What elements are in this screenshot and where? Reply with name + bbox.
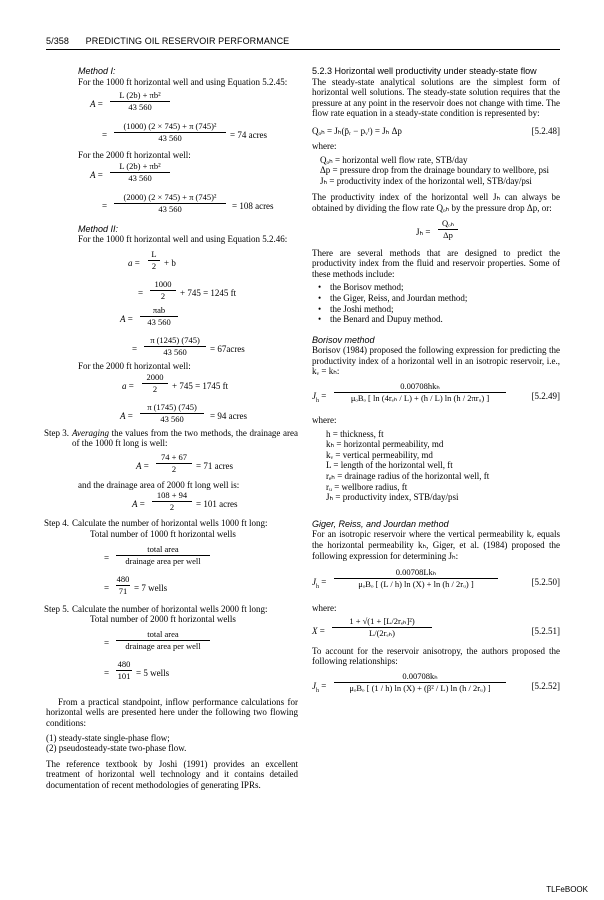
list-item: • the Benard and Dupuy method. — [318, 314, 560, 325]
definition: Jₕ = productivity index, STB/day/psi — [326, 492, 459, 503]
eq-result: = 71 acres — [196, 460, 234, 471]
step-3-text: the values from the two methods, the drainage area of the 1000 ft long is well: — [72, 427, 298, 449]
list-item: • the Giger, Reiss, and Jourdan method; — [318, 293, 560, 304]
eq-den: μₒBₒ [ ln (4rₑₕ / L) + (h / L) ln (h / 2πrᵤ) ] — [334, 392, 506, 404]
eq-num: π (1245) (745) — [150, 334, 200, 345]
eq-num: 108 + 94 — [156, 490, 188, 501]
anisotropy-paragraph: To account for the reservoir anisotropy, the authors proposed the following relationships: — [312, 645, 560, 667]
definition: Qₒₕ = horizontal well flow rate, STB/day — [320, 154, 468, 165]
eq-result: = 101 acres — [196, 499, 238, 510]
eq-result: = 94 acres — [210, 410, 248, 421]
eq-num: 480 — [117, 658, 131, 669]
eq-num: 480 — [116, 573, 130, 584]
eq-num: πab — [152, 304, 166, 315]
step-label: Step 4. — [44, 518, 70, 529]
step-3-emphasis: Averaging — [72, 427, 109, 438]
equation-5-2-51: X = 1 + √(1 + [L/2rₑₕ]²) L/(2rₑₕ) [5.2.51] — [312, 615, 560, 638]
eq-den: μₒBₒ [ (1 / h) ln (X) + (β² / L) ln (h / 2rᵤ) ] — [334, 682, 506, 694]
method-2-intro: For the 1000 ft horizontal well and using Equation 5.2.46: — [78, 234, 288, 245]
eq-num: 0.00708hkₕ — [400, 381, 440, 392]
section-title: 5.2.3 Horizontal well productivity under steady-state flow — [312, 66, 537, 76]
equation-wells-1000: = total area drainage area per well — [104, 544, 298, 570]
eq-num: total area — [147, 628, 179, 639]
eq-body: Qₒₕ = Jₕ(p̄ᵣ − pᵥᶠ) = Jₕ Δp — [312, 125, 402, 136]
running-title: PREDICTING OIL RESERVOIR PERFORMANCE — [85, 36, 290, 46]
eq-tail: + 745 = 1245 ft — [180, 287, 237, 298]
list-item: • the Joshi method; — [318, 304, 560, 315]
eq-den: drainage area per well — [116, 555, 210, 567]
eq-num: (2000) (2 × 745) + π (745)² — [123, 191, 217, 202]
condition-1: (1) steady-state single-phase flow; — [46, 732, 170, 743]
eq-tail: + b — [164, 257, 176, 268]
eq-den: 43 560 — [110, 172, 170, 184]
step-3-text-2: and the drainage area of 2000 ft long well is: — [78, 479, 240, 490]
equation-a-1000: = $\frac{1000}{2}$ + 745 = 1245 ft — [138, 278, 237, 301]
equation-avg-1000: A = $\frac{74 + 67}{2}$ = 71 acres — [136, 451, 234, 474]
joshi-paragraph: The reference textbook by Joshi (1991) provides an excellent treatment of horizontal well technology and it contains detailed documentation of recent methodologies of generating IPRs. — [46, 758, 298, 790]
left-column — [46, 66, 298, 790]
eq-num: 0.00708Lkₕ — [395, 567, 437, 578]
methods-list — [318, 282, 560, 324]
eq-den: 43 560 — [114, 132, 226, 144]
definition: h = thickness, ft — [326, 428, 384, 439]
giger-paragraph: For an isotropic reservoir where the vertical permeability kᵥ equals the horizontal permeability kₕ, Giger, et al. (1984) proposed the following expression for determining Jₕ: — [312, 529, 560, 561]
equation-5-2-49: $J_h$ = 0.00708hkₕ μₒBₒ [ ln (4rₑₕ / L) + (h / L) ln (h / 2πrᵤ) ] [5.2.49] — [312, 381, 560, 404]
where-label-3: where: — [312, 603, 337, 614]
step-4-line: Total number of 1000 ft horizontal wells — [90, 528, 236, 539]
equation-avg-2000: A = $\frac{108 + 94}{2}$ = 101 acres — [132, 490, 238, 513]
eq-result: = 5 wells — [136, 667, 170, 678]
step-3 — [46, 428, 298, 449]
equation-a-2000: a = $\frac{2000}{2}$ + 745 = 1745 ft — [122, 371, 229, 394]
eq-result: = 108 acres — [232, 200, 274, 211]
definition: L = length of the horizontal well, ft — [326, 460, 453, 471]
eq-tail: + 745 = 1745 ft — [172, 380, 229, 391]
eq-number: [5.2.49] — [531, 391, 560, 402]
eq-result: = 7 wells — [134, 582, 168, 593]
equation-wells-2000: = total area drainage area per well — [104, 629, 298, 655]
eq-num: L (2b) + πb² — [119, 90, 161, 101]
equation-5-2-48 — [312, 123, 560, 141]
definition: rᵤ = wellbore radius, ft — [326, 481, 408, 492]
eq-den: 2 — [156, 463, 192, 475]
eq-num: L (2b) + πb² — [119, 160, 161, 171]
step-label: Step 3. — [44, 427, 70, 438]
equation-area-2000: = $\frac{\text{(2000) (2 × 745) + π (745)²}}{43 560}$ = 108 acres — [102, 191, 274, 214]
eq-den: 2 — [148, 260, 160, 272]
eq-lhs: Jₕ = — [416, 226, 431, 237]
step-4 — [46, 518, 298, 529]
list-item: • the Borisov method; — [318, 282, 560, 293]
eq-num: 1000 — [154, 278, 172, 289]
step-5 — [46, 604, 298, 615]
eq-num: 74 + 67 — [160, 451, 188, 462]
eq-den: μₒBₒ [ (L / h) ln (X) + ln (h / 2rᵤ) ] — [334, 578, 498, 590]
eq-den: 43 560 — [114, 203, 226, 215]
equation-wells-2000-result: = $\frac{480}{101}$ = 5 wells — [104, 658, 170, 681]
step-5-line: Total number of 2000 ft horizontal wells — [90, 614, 236, 625]
eq-num: 1 + √(1 + [L/2rₑₕ]²) — [349, 615, 415, 626]
right-column — [312, 66, 560, 701]
eq-result: = 67acres — [210, 343, 245, 354]
eq-result: = 74 acres — [230, 130, 268, 141]
equation-A-1000: = $\frac{\pi (1245) (745)}{43 560}$ = 67acres — [132, 334, 245, 357]
eq-den: 43 560 — [144, 346, 206, 358]
equation-wells-1000-result: = $\frac{480}{71}$ = 7 wells — [104, 573, 168, 596]
method-2-intro-2000: For the 2000 ft horizontal well: — [78, 360, 191, 371]
equation-5-2-50: $J_h$ = 0.00708Lkₕ μₒBₒ [ (L / h) ln (X) + ln (h / 2rᵤ) ] [5.2.50] — [312, 567, 560, 590]
equation-area-1000: = $\frac{\text{(1000) (2 × 745) + π (745)²}}{43 560}$ = 74 acres — [102, 121, 268, 144]
definition: Δp = pressure drop from the drainage boundary to wellbore, psi — [320, 165, 550, 176]
footer-mark: TLFeBOOK — [546, 885, 588, 894]
header-rule — [46, 49, 560, 50]
equation-jh — [416, 218, 560, 244]
definitions-1 — [320, 155, 560, 187]
eq-num: L — [151, 248, 157, 259]
eq-den: 43 560 — [110, 101, 170, 113]
eq-den: Δp — [438, 229, 458, 241]
condition-2: (2) pseudosteady-state two-phase flow. — [46, 743, 187, 754]
where-label-2: where: — [312, 415, 337, 426]
eq-num: 2000 — [146, 371, 164, 382]
equation-a-general: a = $\frac{L}{2}$ + b — [128, 248, 176, 271]
eq-den: 2 — [150, 290, 176, 302]
eq-num: total area — [147, 543, 179, 554]
equation-A-general: A = πab 43 560 — [120, 305, 298, 331]
eq-den: 101 — [117, 670, 131, 681]
method-1-title: Method I: — [78, 66, 116, 76]
step-4-text: Calculate the number of horizontal wells 1000 ft long: — [72, 518, 268, 529]
eq-num: 0.00708kₕ — [402, 670, 438, 681]
eq-number: [5.2.52] — [531, 680, 560, 691]
definitions-2 — [326, 429, 560, 503]
running-header — [46, 36, 289, 46]
where-label: where: — [312, 140, 337, 151]
step-5-text: Calculate the number of horizontal wells 2000 ft long: — [72, 603, 268, 614]
eq-den: 2 — [152, 501, 192, 513]
eq-den: 2 — [142, 383, 168, 395]
methods-paragraph: There are several methods that are designed to predict the productivity index from the fluid and reservoir properties. Some of these methods include: — [312, 247, 560, 279]
eq-den: 71 — [116, 585, 130, 597]
equation-5-2-52: $J_h$ = 0.00708kₕ μₒBₒ [ (1 / h) ln (X) + (β² / L) ln (h / 2rᵤ) ] [5.2.52] — [312, 670, 560, 694]
definition: Jₕ = productivity index of the horizontal well, STB/day/psi — [320, 175, 532, 186]
definition: kₕ = horizontal permeability, md — [326, 439, 444, 450]
steady-state-paragraph: The steady-state analytical solutions are the simplest form of horizontal well solutions. The steady-state solution requires that the pressure at any point in the reservoir does not change with time. The flow rate equation in a steady-state condition is represented by: — [312, 76, 560, 119]
borisov-paragraph: Borisov (1984) proposed the following expression for predicting the productivity index of a horizontal well in an isotropic reservoir, i.e., kᵥ = kₕ: — [312, 345, 560, 377]
eq-num: Qₒₕ — [441, 217, 455, 228]
eq-den: 43 560 — [140, 413, 204, 425]
practical-paragraph: From a practical standpoint, inflow performance calculations for horizontal wells are presented here under the following two flowing conditions: — [46, 696, 298, 728]
eq-number: [5.2.48] — [531, 125, 560, 136]
definition: rₑₕ = drainage radius of the horizontal well, ft — [326, 471, 490, 482]
eq-den: 43 560 — [140, 316, 178, 328]
borisov-title: Borisov method — [312, 334, 375, 345]
equation-A-2000: A = $\frac{\pi (1745) (745)}{43 560}$ = 94 acres — [120, 401, 248, 424]
eq-number: [5.2.51] — [531, 625, 560, 636]
method-1-intro-2000: For the 2000 ft horizontal well: — [78, 150, 191, 161]
definition: kᵥ = vertical permeability, md — [326, 449, 433, 460]
equation-area-general-2: A = $\frac{\text{L (2b) + πb²}}{43 560}$ — [90, 161, 298, 187]
eq-den: drainage area per well — [116, 640, 210, 652]
method-2-title: Method II: — [78, 223, 119, 234]
method-1-intro: For the 1000 ft horizontal well and using Equation 5.2.45: — [78, 76, 288, 87]
step-label: Step 5. — [44, 603, 70, 614]
productivity-paragraph: The productivity index of the horizontal well Jₕ can always be obtained by dividing the flow rate Qₒₕ by the pressure drop Δp, or: — [312, 192, 560, 213]
page-number: 5/358 — [46, 36, 70, 46]
eq-num: π (1745) (745) — [147, 401, 197, 412]
giger-title: Giger, Reiss, and Jourdan method — [312, 518, 449, 529]
eq-number: [5.2.50] — [531, 577, 560, 588]
eq-num: (1000) (2 × 745) + π (745)² — [123, 121, 217, 132]
equation-area-general: A = $\frac{\text{L (2b) + πb²}}{43 560}$ — [90, 90, 298, 116]
eq-den: L/(2rₑₕ) — [332, 627, 432, 639]
